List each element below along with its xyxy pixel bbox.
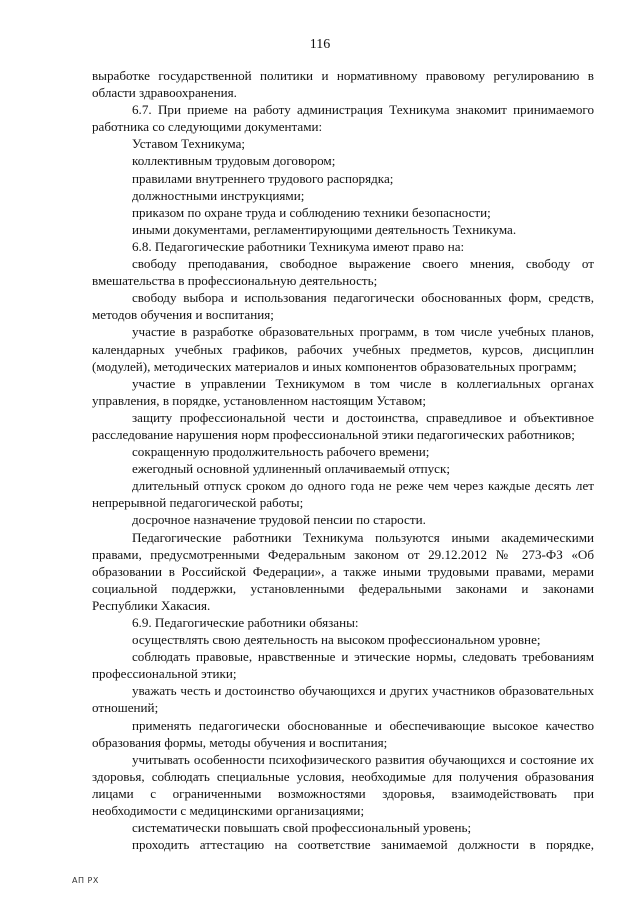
paragraph: 6.8. Педагогические работники Техникума имеют право на: [132, 238, 465, 254]
paragraph: иными документами, регламентирующими деятельность Техникума. [132, 221, 517, 237]
paragraph: длительный отпуск сроком до одного года не реже чем через каждые десять лет непрерывной педагогической работы; [92, 478, 594, 511]
paragraph: 6.9. Педагогические работники обязаны: [132, 615, 359, 630]
paragraph: досрочное назначение трудовой пенсии по старости. [132, 512, 426, 528]
page-number: 116 [309, 37, 331, 52]
paragraph: участие в разработке образовательных программ, в том числе учебных планов, календарных учебных графиков, рабочих учебных предметов, курсов, дисциплин (модулей), методических материалов и иных компонентов образовательных программ; [92, 324, 594, 374]
paragraph: выработке государственной политики и нормативному правовому регулированию в области здравоохранения. [92, 68, 594, 101]
paragraph: осуществлять свою деятельность на высоком профессиональном уровне; [132, 632, 541, 648]
paragraph: систематически повышать свой профессиональный уровень; [132, 820, 472, 836]
paragraph: свободу выбора и использования педагогически обоснованных форм, средств, методов обучения и воспитания; [92, 290, 594, 323]
paragraph: применять педагогически обоснованные и обеспечивающие высокое качество образования формы, методы обучения и воспитания; [92, 717, 594, 750]
footer-mark: АП РХ [72, 876, 99, 885]
document-body [92, 67, 594, 853]
paragraph: учитывать особенности психофизического развития обучающихся и состояние их здоровья, соблюдать специальные условия, необходимые для получения образования лицами с ограниченными возможностями здоровья, взаимодействовать при необходимости с медицинскими организациями; [92, 751, 594, 819]
paragraph: Педагогические работники Техникума пользуются иными академическими правами, предусмотренными Федеральным законом от 29.12.2012 № 273-ФЗ «Об образовании в Российской Федерации», а также иными трудовыми правами, мерами социальной поддержки, установленными федеральными законами и законами Республики Хакасия. [92, 529, 594, 613]
paragraph: сокращенную продолжительность рабочего времени; [132, 444, 430, 460]
paragraph: защиту профессиональной чести и достоинства, справедливое и объективное расследование нарушения норм профессиональной этики педагогических работников; [92, 409, 594, 442]
paragraph: приказом по охране труда и соблюдению техники безопасности; [132, 204, 491, 220]
paragraph: соблюдать правовые, нравственные и этические нормы, следовать требованиям профессиональной этики; [92, 649, 594, 682]
paragraph: участие в управлении Техникумом в том числе в коллегиальных органах управления, в порядке, установленном настоящим Уставом; [92, 375, 594, 408]
paragraph: коллективным трудовым договором; [132, 153, 336, 169]
paragraph: правилами внутреннего трудового распорядка; [132, 170, 394, 186]
paragraph: Уставом Техникума; [132, 136, 246, 152]
paragraph: свободу преподавания, свободное выражение своего мнения, свободу от вмешательства в профессиональную деятельность; [92, 256, 594, 289]
paragraph: проходить аттестацию на соответствие занимаемой должности в порядке, [132, 837, 594, 853]
paragraph: уважать честь и достоинство обучающихся и других участников образовательных отношений; [92, 683, 594, 716]
paragraph: ежегодный основной удлиненный оплачиваемый отпуск; [132, 461, 450, 477]
paragraph: 6.7. При приеме на работу администрация Техникума знакомит принимаемого работника со следующими документами: [92, 102, 594, 135]
paragraph: должностными инструкциями; [132, 187, 305, 203]
